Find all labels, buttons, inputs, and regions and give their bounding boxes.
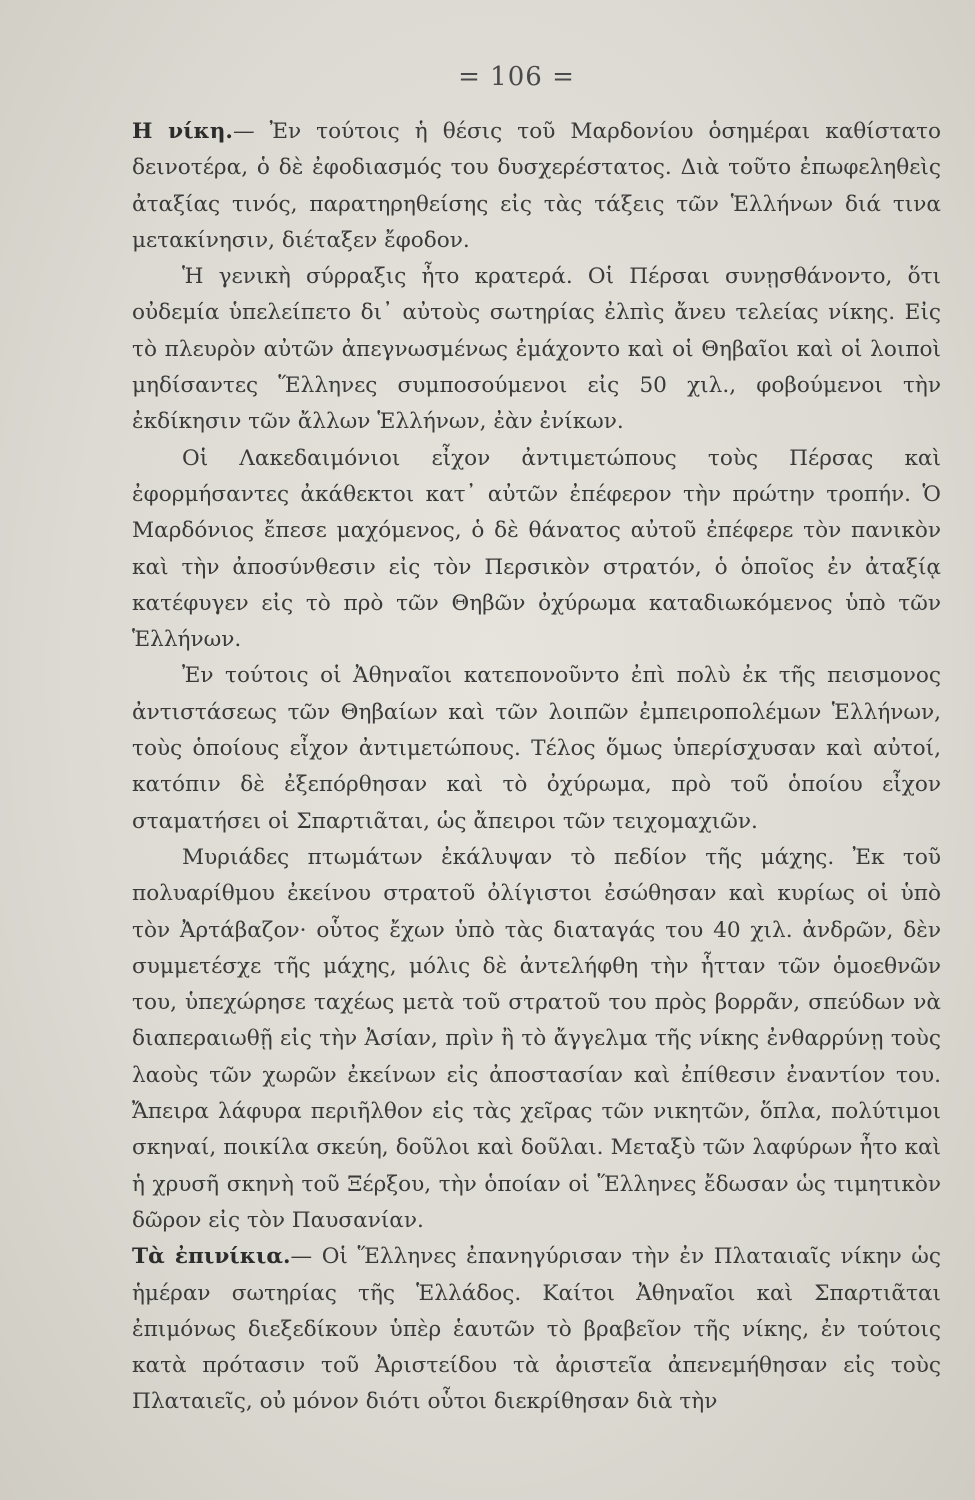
paragraph-victory xyxy=(132,114,941,259)
paragraph-general-battle xyxy=(132,259,941,440)
page-number: = 106 = xyxy=(458,62,575,92)
paragraph-athenians xyxy=(132,658,941,839)
body-text xyxy=(132,114,941,1421)
paragraph-text: — Ἐν τούτοις ἡ θέσις τοῦ Μαρδονίου ὁσημέραι καθίστατο δεινοτέρα, ὁ δὲ ἐφοδιασμός του δυσχερέστατος. Διὰ τοῦτο ἐπωφεληθεὶς ἀταξίας τινός, παρατηρηθείσης εἰς τὰς τάξεις τῶν Ἑλλήνων διά τινα μετακίνησιν, διέταξεν ἔφοδον. xyxy=(132,119,941,253)
paragraph-text: Ἐν τούτοις οἱ Ἀθηναῖοι κατεπονοῦντο ἐπὶ πολὺ ἐκ τῆς πεισμονος ἀντιστάσεως τῶν Θηβαίων καὶ τῶν λοιπῶν ἐμπειροπολέμων Ἑλλήνων, τοὺς ὁποίους εἶχον ἀντιμετώπους. Τέλος ὅμως ὑπερίσχυσαν καὶ αὐτοί, κατόπιν δὲ ἐξεπόρθησαν καὶ τὸ ὀχύρωμα, πρὸ τοῦ ὁποίου εἶχον σταματήσει οἱ Σπαρτιᾶται, ὡς ἄπειροι τῶν τειχομαχιῶν. xyxy=(132,663,941,834)
paragraph-text: Οἱ Λακεδαιμόνιοι εἶχον ἀντιμετώπους τοὺς Πέρσας καὶ ἐφορμήσαντες ἀκάθεκτοι κατ᾽ αὐτῶν ἐπέφερον τὴν πρώτην τροπήν. Ὁ Μαρδόνιος ἔπεσε μαχόμενος, ὁ δὲ θάνατος αὐτοῦ ἐπέφερε τὸν πανικὸν καὶ τὴν ἀποσύνθεσιν εἰς τὸν Περσικὸν στρατόν, ὁ ὁποῖος ἐν ἀταξίᾳ κατέφυγεν εἰς τὸ πρὸ τῶν Θηβῶν ὀχύρωμα καταδιωκόμενος ὑπὸ τῶν Ἑλλήνων. xyxy=(132,445,941,653)
paragraph-celebrations xyxy=(132,1239,941,1420)
paragraph-text: — Οἱ Ἕλληνες ἐπανηγύρισαν τὴν ἐν Πλαταιαῖς νίκην ὡς ἡμέραν σωτηρίας τῆς Ἑλλάδος. Καίτοι Ἀθηναῖοι καὶ Σπαρτιᾶται ἐπιμόνως διεξεδίκουν ὑπὲρ ἑαυτῶν τὸ βραβεῖον τῆς νίκης, ἐν τούτοις κατὰ πρότασιν τοῦ Ἀριστείδου τὰ ἀριστεῖα ἀπενεμήθησαν εἰς τοὺς Πλαταιεῖς, οὐ μόνον διότι οὗτοι διεκρίθησαν διὰ τὴν xyxy=(132,1244,942,1415)
paragraph-text: Ἡ γενικὴ σύρραξις ἦτο κρατερά. Οἱ Πέρσαι συνῃσθάνοντο, ὅτι οὐδεμία ὑπελείπετο δι᾽ αὐτοὺς σωτηρίας ἐλπὶς ἄνευ τελείας νίκης. Εἰς τὸ πλευρὸν αὐτῶν ἀπεγνωσμένως ἐμάχοντο καὶ οἱ Θηβαῖοι καὶ οἱ λοιποὶ μηδίσαντες Ἕλληνες συμποσούμενοι εἰς 50 χιλ., φοβούμενοι τὴν ἐκδίκησιν τῶν ἄλλων Ἑλλήνων, ἐὰν ἐνίκων. xyxy=(132,264,941,435)
paragraph-text: Μυριάδες πτωμάτων ἐκάλυψαν τὸ πεδίον τῆς μάχης. Ἐκ τοῦ πολυαρίθμου ἐκείνου στρατοῦ ὀλίγιστοι ἐσώθησαν καὶ κυρίως οἱ ὑπὸ τὸν Ἀρτάβαζον· οὗτος ἔχων ὑπὸ τὰς διαταγάς του 40 χιλ. ἀνδρῶν, δὲν συμμετέσχε τῆς μάχης, μόλις δὲ ἀντελήφθη τὴν ἧτταν τῶν ὁμοεθνῶν του, ὑπεχώρησε ταχέως μετὰ τοῦ στρατοῦ του πρὸς βορρᾶν, σπεύδων νὰ διαπεραιωθῇ εἰς τὴν Ἀσίαν, πρὶν ἢ τὸ ἄγγελμα τῆς νίκης ἐνθαρρύνῃ τοὺς λαοὺς τῶν χωρῶν ἐκείνων εἰς ἀποστασίαν καὶ ἐπίθεσιν ἐναντίον του. Ἄπειρα λάφυρα περιῆλθον εἰς τὰς χεῖρας τῶν νικητῶν, ὅπλα, πολύτιμοι σκηναί, ποικίλα σκεύη, δοῦλοι καὶ δοῦλαι. Μεταξὺ τῶν λαφύρων ἦτο καὶ ἡ χρυσῆ σκηνὴ τοῦ Ξέρξου, τὴν ὁποίαν οἱ Ἕλληνες ἔδωσαν ὡς τιμητικὸν δῶρον εἰς τὸν Παυσανίαν. xyxy=(132,844,941,1233)
paragraph-aftermath xyxy=(132,840,941,1239)
section-heading-victory: Η νίκη. xyxy=(132,119,233,144)
paragraph-lacedaemonians xyxy=(132,441,941,659)
section-heading-celebrations: Τὰ ἐπινίκια. xyxy=(132,1244,291,1270)
